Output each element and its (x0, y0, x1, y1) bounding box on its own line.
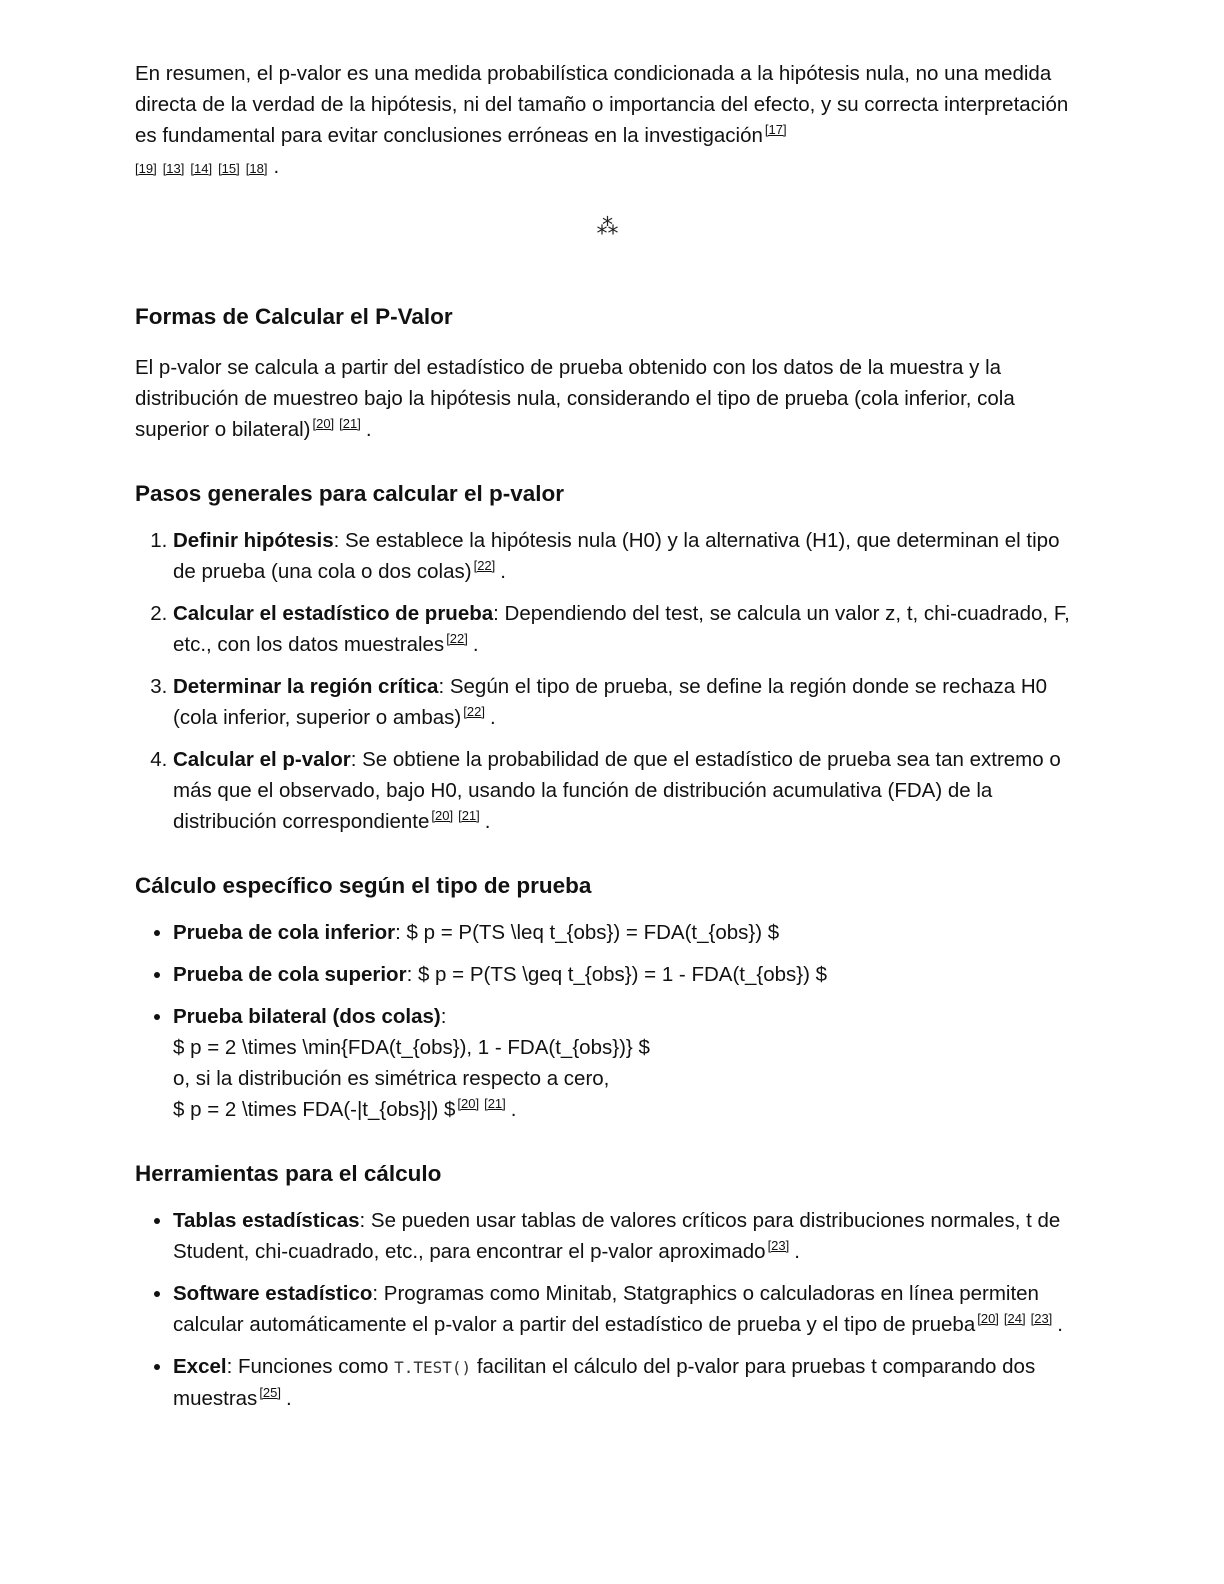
citation[interactable]: [22] (463, 704, 485, 719)
citation[interactable]: [23] (767, 1238, 790, 1253)
intro-paragraph: En resumen, el p-valor es una medida probabilística condicionada a la hipótesis nula, no una medida directa de la verdad de la hipótesis, ni del tamaño o importancia del efecto, y su correcta interpretación es fundamental para evitar conclusiones erróneas en la investigación [17] [19] [13] [14] [15] [18] . (135, 62, 1069, 178)
section-paragraph: El p-valor se calcula a partir del estadístico de prueba obtenido con los datos de la muestra y la distribución de muestreo bajo la hipótesis nula, considerando el tipo de prueba (cola inferior, cola superior o bilateral) [20] [21] . (135, 356, 1015, 441)
formula: $ p = 2 \times FDA(-|t_{obs}|) $ (173, 1098, 456, 1121)
citation[interactable]: [25] (259, 1385, 281, 1400)
intro-text: En resumen, el p-valor es una medida probabilística condicionada a la hipótesis nula, no una medida directa de la verdad de la hipótesis, ni del tamaño o importancia del efecto, y su correcta interpretación es fundamental para evitar conclusiones erróneas en la investigación (135, 62, 1069, 147)
test-type-list (135, 917, 1080, 1125)
citation[interactable]: [22] (473, 558, 496, 573)
citation[interactable]: [20] [21] (312, 416, 361, 431)
list-item: 3. Determinar la región crítica: Según el tipo de prueba, se define la región donde se rechaza H0 (cola inferior, superior o ambas) [22] . (173, 671, 1080, 733)
list-item: • Prueba de cola inferior: $ p = P(TS \leq t_{obs}) = FDA(t_{obs}) $ (173, 917, 1080, 948)
section-title: Formas de Calcular el P-Valor (135, 304, 453, 329)
section-title: Pasos generales para calcular el p-valor (135, 481, 564, 506)
list-item: 2. Calcular el estadístico de prueba: Dependiendo del test, se calcula un valor z, t, chi-cuadrado, F, etc., con los datos muestrales [22] . (173, 598, 1080, 660)
section-title: Cálculo específico según el tipo de prueba (135, 873, 592, 898)
list-item: • Software estadístico: Programas como Minitab, Statgraphics o calculadoras en línea permiten calcular automáticamente el p-valor a partir del estadístico de prueba y el tipo de prueba [20] [24] [23] . (173, 1278, 1080, 1340)
document-page (135, 58, 1080, 1425)
citation[interactable]: [20] [24] [23] (977, 1311, 1053, 1326)
citation[interactable]: [20] [21] (457, 1096, 506, 1111)
list-item: • Prueba bilateral (dos colas): $ p = 2 \times \min{FDA(t_{obs}), 1 - FDA(t_{obs})} $ o, si la distribución es simétrica respecto a cero, $ p = 2 \times FDA(-|t_{obs}|) $ [20] [21] . (173, 1001, 1080, 1125)
citation[interactable]: [17] (764, 122, 787, 137)
list-item: • Tablas estadísticas: Se pueden usar tablas de valores críticos para distribuciones normales, t de Student, chi-cuadrado, etc., para encontrar el p-valor aproximado [23] . (173, 1205, 1080, 1267)
citation[interactable]: [20] [21] (431, 808, 480, 823)
section-divider: ⁂ (596, 214, 619, 239)
tools-list (135, 1205, 1080, 1414)
section-title: Herramientas para el cálculo (135, 1161, 442, 1186)
citation[interactable]: [22] (446, 631, 468, 646)
list-item: 4. Calcular el p-valor: Se obtiene la probabilidad de que el estadístico de prueba sea tan extremo o más que el observado, bajo H0, usando la función de distribución acumulativa (FDA) de la distribución correspondiente [20] [21] . (173, 744, 1080, 837)
list-item: 1. Definir hipótesis: Se establece la hipótesis nula (H0) y la alternativa (H1), que determinan el tipo de prueba (una cola o dos colas) [22] . (173, 525, 1080, 587)
formula: $ p = 2 \times \min{FDA(t_{obs}), 1 - FDA(t_{obs})} $ (173, 1036, 650, 1059)
steps-list (135, 525, 1080, 837)
list-item: • Prueba de cola superior: $ p = P(TS \geq t_{obs}) = 1 - FDA(t_{obs}) $ (173, 959, 1080, 990)
code-inline: T.TEST() (394, 1358, 472, 1377)
list-item: • Excel: Funciones como T.TEST() facilitan el cálculo del p-valor para pruebas t comparando dos muestras [25] . (173, 1351, 1080, 1414)
citation-group[interactable]: [19] [13] [14] [15] [18] (135, 161, 268, 176)
